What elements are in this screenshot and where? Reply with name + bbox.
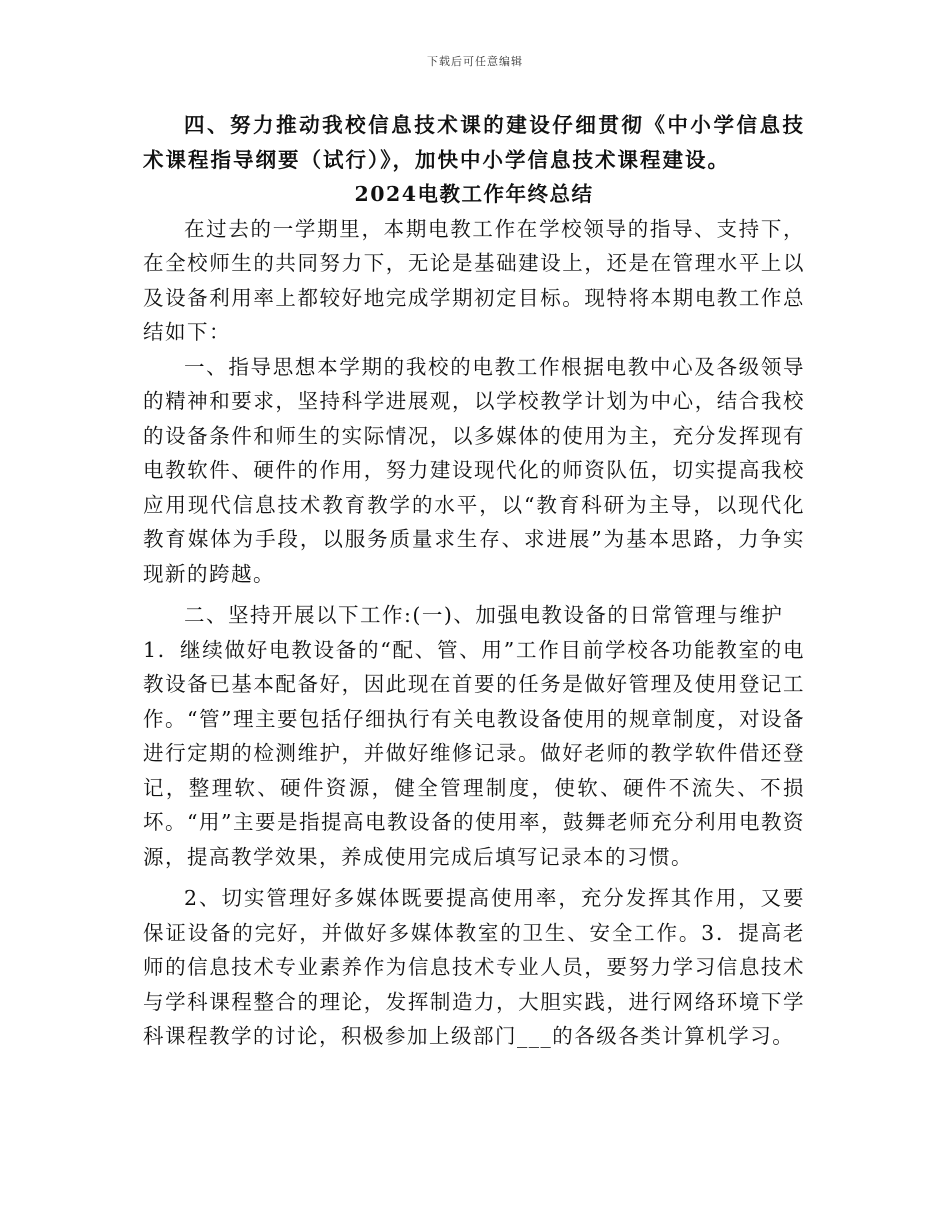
- document-title: 2024电教工作年终总结: [354, 182, 594, 206]
- paragraph-guiding-thought: 一、指导思想本学期的我校的电教工作根据电教中心及各级领导的精神和要求，坚持科学进展观，以学校教学计划为中心，结合我校的设备条件和师生的实际情况，以多媒体的使用为主，充分发挥现有电教软件、硬件的作用，努力建设现代化的师资队伍，切实提高我校应用现代信息技术教育教学的水平，以“教育科研为主导，以现代化教育媒体为手段，以服务质量求生存、求进展”为基本思路，力争实现新的跨越。: [143, 354, 805, 586]
- paragraph-intro: 在过去的一学期里，本期电教工作在学校领导的指导、支持下，在全校师生的共同努力下，无论是基础建设上，还是在管理水平上以及设备利用率上都较好地完成学期初定目标。现特将本期电教工作总结如下：: [143, 216, 805, 344]
- paragraph-multimedia-management: 2、切实管理好多媒体既要提高使用率，充分发挥其作用，又要保证设备的完好，并做好多媒体教室的卫生、安全工作。3．提高老师的信息技术专业素养作为信息技术专业人员，要努力学习信息技术与学科课程整合的理论，发挥制造力，大胆实践，进行网络环境下学科课程教学的讨论，积极参加上级部门___的各级各类计算机学习。: [143, 886, 805, 1048]
- document-body: [143, 108, 805, 1054]
- paragraph-work-items: 二、坚持开展以下工作:(一)、加强电教设备的日常管理与维护: [184, 603, 784, 627]
- section-heading: 四、努力推动我校信息技术课的建设仔细贯彻《中小学信息技术课程指导纲要（试行）》，加快中小学信息技术课程建设。: [143, 113, 805, 172]
- page-header-note: 下载后可任意编辑: [427, 55, 523, 68]
- paragraph-equipment-management: 1．继续做好电教设备的“配、管、用”工作目前学校各功能教室的电教设备已基本配备好，因此现在首要的任务是做好管理及使用登记工作。“管”理主要包括仔细执行有关电教设备使用的规章制度，对设备进行定期的检测维护，并做好维修记录。做好老师的教学软件借还登记，整理软、硬件资源，健全管理制度，使软、硬件不流失、不损坏。“用”主要是指提高电教设备的使用率，鼓舞老师充分利用电教资源，提高教学效果，养成使用完成后填写记录本的习惯。: [143, 637, 805, 869]
